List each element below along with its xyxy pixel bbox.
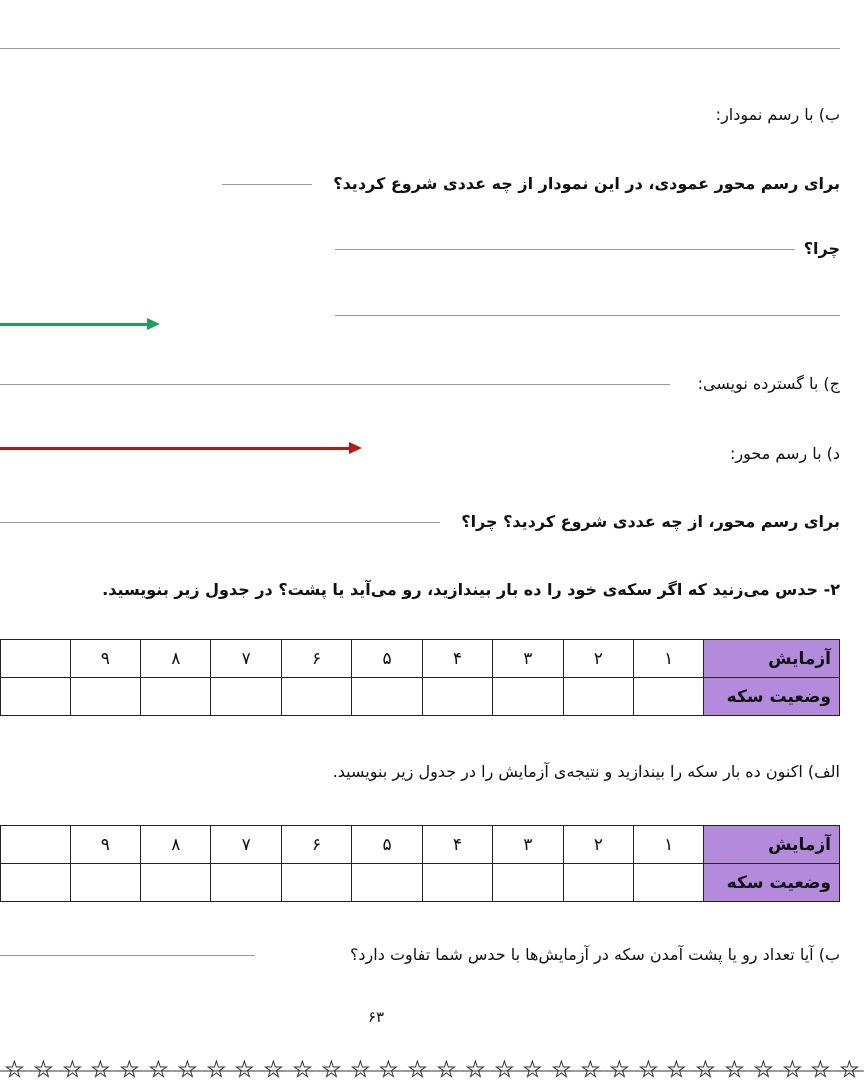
table-header-trial: آزمایش (704, 826, 840, 864)
coin-state-cell[interactable] (70, 864, 140, 902)
star-icon (547, 1057, 576, 1081)
star-icon (662, 1057, 691, 1081)
star-icon (720, 1057, 749, 1081)
trial-number: ۹ (70, 640, 140, 678)
trial-number: ۹ (70, 826, 140, 864)
decorative-star-border (0, 1052, 864, 1085)
table-row-trials (1, 640, 840, 678)
coin-state-cell[interactable] (1, 864, 71, 902)
star-icon (346, 1057, 375, 1081)
star-icon (835, 1057, 864, 1081)
part-b-compare-text: ب) آیا تعداد رو یا پشت آمدن سکه در آزمایش‌ها با حدس شما تفاوت دارد؟ (349, 945, 840, 964)
coin-state-cell[interactable] (422, 864, 492, 902)
star-icon (461, 1057, 490, 1081)
coin-state-cell[interactable] (422, 678, 492, 716)
question-why: چرا؟ (803, 239, 840, 258)
trial-number: ۸ (141, 826, 211, 864)
answer-line-axis-start[interactable] (0, 522, 440, 523)
part-a-text: الف) اکنون ده بار سکه را بیندازید و نتیجه‌ی آزمایش را در جدول زیر بنویسید. (332, 762, 840, 781)
star-icon (432, 1057, 461, 1081)
coin-state-cell[interactable] (141, 678, 211, 716)
coin-state-cell[interactable] (563, 864, 633, 902)
trial-number (1, 826, 71, 864)
table-row-coin-state (1, 864, 840, 902)
star-icon (778, 1057, 807, 1081)
star-icon (230, 1057, 259, 1081)
table-header-coin-state: وضعیت سکه (704, 864, 840, 902)
green-arrow (0, 323, 148, 326)
table-row-coin-state (1, 678, 840, 716)
star-icon (144, 1057, 173, 1081)
answer-line-why[interactable] (335, 249, 795, 250)
answer-line-range[interactable] (0, 384, 670, 385)
trial-number: ۶ (281, 640, 351, 678)
star-icon (605, 1057, 634, 1081)
coin-state-cell[interactable] (493, 864, 563, 902)
section-b-graph-label: ب) با رسم نمودار: (715, 105, 840, 124)
question-vertical-axis: برای رسم محور عمودی، در این نمودار از چه عددی شروع کردید؟ (333, 174, 840, 193)
star-icon (259, 1057, 288, 1081)
star-icon (691, 1057, 720, 1081)
trial-number (1, 640, 71, 678)
star-icon (317, 1057, 346, 1081)
star-icon (806, 1057, 835, 1081)
table-row-trials (1, 826, 840, 864)
coin-state-cell[interactable] (281, 678, 351, 716)
coin-state-cell[interactable] (70, 678, 140, 716)
trial-number: ۴ (422, 826, 492, 864)
coin-state-cell[interactable] (493, 678, 563, 716)
table-header-coin-state: وضعیت سکه (704, 678, 840, 716)
guess-table (0, 639, 840, 716)
star-icon (576, 1057, 605, 1081)
star-icon (58, 1057, 87, 1081)
trial-number: ۵ (352, 640, 422, 678)
star-icon (403, 1057, 432, 1081)
coin-state-cell[interactable] (352, 864, 422, 902)
trial-number: ۵ (352, 826, 422, 864)
coin-state-cell[interactable] (1, 678, 71, 716)
trial-number: ۷ (211, 826, 281, 864)
coin-state-cell[interactable] (563, 678, 633, 716)
star-icon (115, 1057, 144, 1081)
trial-number: ۳ (493, 640, 563, 678)
trial-number: ۱ (634, 826, 704, 864)
coin-state-cell[interactable] (141, 864, 211, 902)
star-icon (749, 1057, 778, 1081)
trial-number: ۸ (141, 640, 211, 678)
trial-number: ۶ (281, 826, 351, 864)
star-icon (202, 1057, 231, 1081)
trial-number: ۳ (493, 826, 563, 864)
trial-number: ۱ (634, 640, 704, 678)
coin-state-cell[interactable] (352, 678, 422, 716)
answer-line-vertical-axis[interactable] (222, 184, 312, 185)
answer-line-compare[interactable] (0, 955, 255, 956)
star-icon (29, 1057, 58, 1081)
top-rule (0, 48, 840, 49)
star-icon (518, 1057, 547, 1081)
coin-state-cell[interactable] (634, 864, 704, 902)
trial-number: ۲ (563, 826, 633, 864)
trial-number: ۷ (211, 640, 281, 678)
page-number: ۶۳ (368, 1008, 385, 1026)
star-icon (86, 1057, 115, 1081)
table-header-trial: آزمایش (704, 640, 840, 678)
star-icon (0, 1057, 29, 1081)
trial-number: ۲ (563, 640, 633, 678)
result-table (0, 825, 840, 902)
star-icon (374, 1057, 403, 1081)
coin-state-cell[interactable] (211, 678, 281, 716)
coin-state-cell[interactable] (281, 864, 351, 902)
coin-state-cell[interactable] (211, 864, 281, 902)
answer-line-why-2[interactable] (335, 315, 840, 316)
star-icon (288, 1057, 317, 1081)
question-axis-start: برای رسم محور، از چه عددی شروع کردید؟ چرا؟ (461, 512, 840, 531)
star-icon (634, 1057, 663, 1081)
section-d-axis-label: د) با رسم محور: (729, 444, 840, 463)
problem-2-text: ۲- حدس می‌زنید که اگر سکه‌ی خود را ده بار بیندازید، رو می‌آید یا پشت؟ در جدول زیر بنویسید. (102, 580, 840, 599)
coin-state-cell[interactable] (634, 678, 704, 716)
trial-number: ۴ (422, 640, 492, 678)
star-icon (173, 1057, 202, 1081)
star-icon (490, 1057, 519, 1081)
red-arrow (0, 447, 350, 450)
section-c-range-label: ج) با گسترده نویسی: (697, 374, 840, 393)
